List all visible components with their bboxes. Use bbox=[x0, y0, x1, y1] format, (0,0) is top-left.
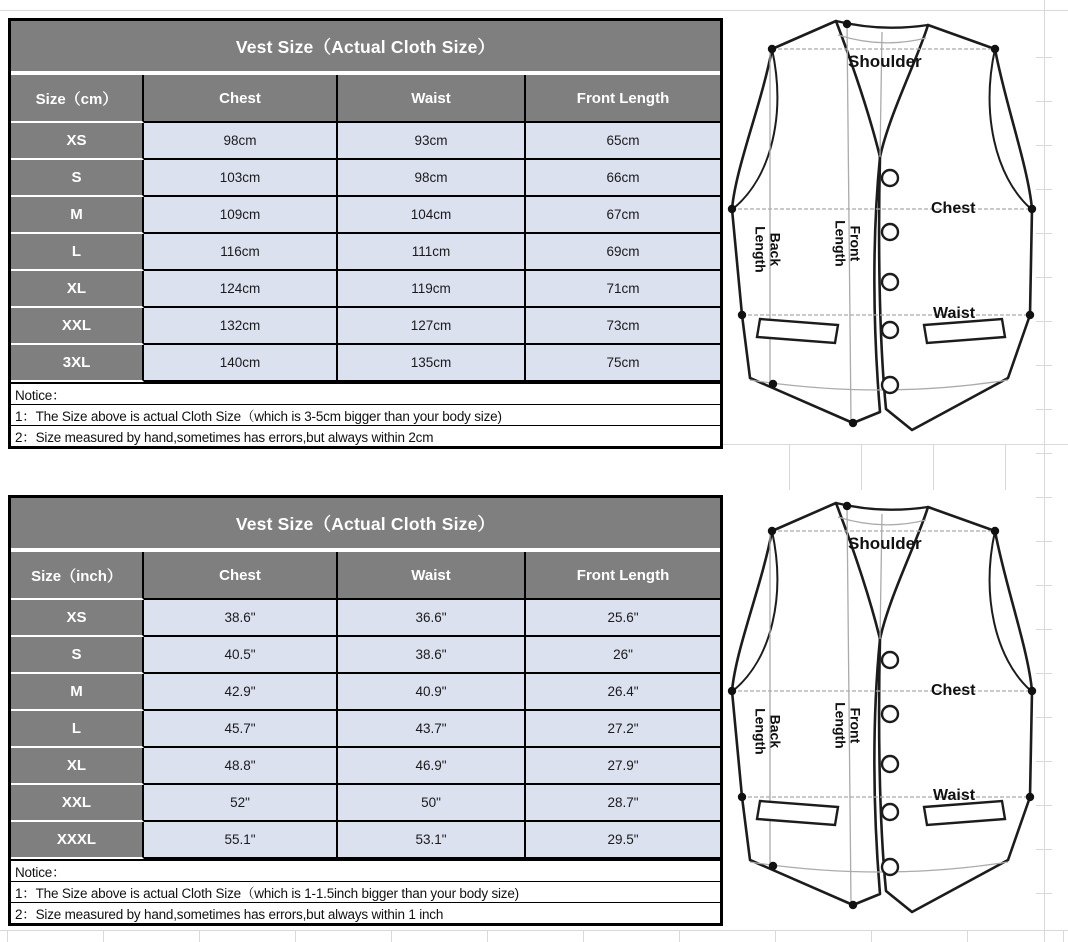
shoulder-label: Shoulder bbox=[848, 52, 922, 71]
waist-value-cell: 40.9" bbox=[338, 674, 526, 711]
size-label-cell: 3XL bbox=[11, 345, 144, 382]
chest-value-cell: 109cm bbox=[144, 197, 338, 234]
column-header-front-length: Front Length bbox=[526, 75, 720, 123]
column-header-waist: Waist bbox=[338, 552, 526, 600]
size-label-cell: XS bbox=[11, 600, 144, 637]
gridline bbox=[199, 930, 200, 942]
size-label-cell: S bbox=[11, 160, 144, 197]
front-length-value-cell: 27.2" bbox=[526, 711, 720, 748]
column-header-chest: Chest bbox=[144, 552, 338, 600]
front-length-value-cell: 71cm bbox=[526, 271, 720, 308]
notice-line-2: 2：Size measured by hand,sometimes has errors,but always within 2cm bbox=[11, 426, 720, 446]
front-length-value-cell: 65cm bbox=[526, 123, 720, 160]
table-title: Vest Size（Actual Cloth Size） bbox=[11, 21, 720, 75]
table-row bbox=[11, 785, 720, 822]
front-length-label: Front Length bbox=[832, 702, 864, 749]
gridline bbox=[103, 930, 104, 942]
gridline bbox=[7, 930, 8, 942]
front-length-value-cell: 28.7" bbox=[526, 785, 720, 822]
waist-value-cell: 104cm bbox=[338, 197, 526, 234]
chest-value-cell: 55.1" bbox=[144, 822, 338, 859]
notice-row bbox=[11, 405, 720, 426]
notice-line-2: 2：Size measured by hand,sometimes has errors,but always within 1 inch bbox=[11, 903, 720, 923]
table-row bbox=[11, 637, 720, 674]
table-row bbox=[11, 123, 720, 160]
size-label-cell: L bbox=[11, 711, 144, 748]
front-length-value-cell: 73cm bbox=[526, 308, 720, 345]
gridline bbox=[861, 445, 862, 490]
table-row bbox=[11, 271, 720, 308]
chest-value-cell: 103cm bbox=[144, 160, 338, 197]
table-row bbox=[11, 345, 720, 382]
front-length-value-cell: 66cm bbox=[526, 160, 720, 197]
size-label-cell: S bbox=[11, 637, 144, 674]
waist-value-cell: 111cm bbox=[338, 234, 526, 271]
front-length-value-cell: 67cm bbox=[526, 197, 720, 234]
chest-value-cell: 140cm bbox=[144, 345, 338, 382]
table-title-row bbox=[11, 21, 720, 75]
size-label-cell: XXXL bbox=[11, 822, 144, 859]
front-length-value-cell: 27.9" bbox=[526, 748, 720, 785]
table-row bbox=[11, 197, 720, 234]
gridline bbox=[391, 930, 392, 942]
notice-row bbox=[11, 426, 720, 446]
gridline bbox=[933, 445, 934, 490]
size-label-cell: XXL bbox=[11, 308, 144, 345]
gridline bbox=[1044, 0, 1045, 942]
waist-value-cell: 93cm bbox=[338, 123, 526, 160]
size-label-cell: M bbox=[11, 197, 144, 234]
waist-value-cell: 43.7" bbox=[338, 711, 526, 748]
table-row bbox=[11, 748, 720, 785]
chest-value-cell: 116cm bbox=[144, 234, 338, 271]
back-length-label: Back Length bbox=[752, 708, 784, 755]
front-length-value-cell: 26.4" bbox=[526, 674, 720, 711]
chest-value-cell: 132cm bbox=[144, 308, 338, 345]
waist-label: Waist bbox=[933, 787, 976, 804]
size-label-cell: XS bbox=[11, 123, 144, 160]
gridline bbox=[0, 930, 1068, 931]
column-header-row bbox=[11, 552, 720, 600]
chest-value-cell: 98cm bbox=[144, 123, 338, 160]
column-header-chest: Chest bbox=[144, 75, 338, 123]
chest-value-cell: 45.7" bbox=[144, 711, 338, 748]
notice-row bbox=[11, 382, 720, 405]
front-length-value-cell: 75cm bbox=[526, 345, 720, 382]
notice-row bbox=[11, 882, 720, 903]
size-label-cell: L bbox=[11, 234, 144, 271]
waist-value-cell: 50" bbox=[338, 785, 526, 822]
size-label-cell: XL bbox=[11, 748, 144, 785]
gridline bbox=[871, 930, 872, 942]
waist-value-cell: 53.1" bbox=[338, 822, 526, 859]
waist-value-cell: 135cm bbox=[338, 345, 526, 382]
notice-row bbox=[11, 859, 720, 882]
notice-row bbox=[11, 903, 720, 923]
table-title-row bbox=[11, 498, 720, 552]
column-header-row bbox=[11, 75, 720, 123]
size-label-cell: M bbox=[11, 674, 144, 711]
waist-label: Waist bbox=[933, 305, 976, 322]
waist-value-cell: 127cm bbox=[338, 308, 526, 345]
chest-label: Chest bbox=[931, 682, 976, 699]
table-row bbox=[11, 711, 720, 748]
table-row bbox=[11, 674, 720, 711]
waist-value-cell: 38.6" bbox=[338, 637, 526, 674]
column-header-front-length: Front Length bbox=[526, 552, 720, 600]
back-length-label: Back Length bbox=[752, 226, 784, 273]
table-title: Vest Size（Actual Cloth Size） bbox=[11, 498, 720, 552]
table-row bbox=[11, 234, 720, 271]
gridline bbox=[583, 930, 584, 942]
front-length-value-cell: 29.5" bbox=[526, 822, 720, 859]
size-label-cell: XXL bbox=[11, 785, 144, 822]
chest-label: Chest bbox=[931, 200, 976, 217]
vest-diagram-cm bbox=[722, 8, 1040, 444]
front-length-label: Front Length bbox=[832, 220, 864, 267]
chest-value-cell: 40.5" bbox=[144, 637, 338, 674]
size-label-cell: XL bbox=[11, 271, 144, 308]
notice-line-1: 1：The Size above is actual Cloth Size（which is 1-1.5inch bigger than your body size) bbox=[11, 882, 720, 903]
vest-diagram-inch bbox=[722, 490, 1040, 926]
gridline bbox=[967, 930, 968, 942]
column-header-waist: Waist bbox=[338, 75, 526, 123]
waist-value-cell: 98cm bbox=[338, 160, 526, 197]
size-table-cm bbox=[8, 18, 723, 449]
chest-value-cell: 42.9" bbox=[144, 674, 338, 711]
gridline bbox=[1036, 453, 1052, 454]
table-row bbox=[11, 160, 720, 197]
notice-line-1: 1：The Size above is actual Cloth Size（which is 3-5cm bigger than your body size) bbox=[11, 405, 720, 426]
gridline bbox=[679, 930, 680, 942]
front-length-value-cell: 69cm bbox=[526, 234, 720, 271]
table-row bbox=[11, 822, 720, 859]
front-length-value-cell: 25.6" bbox=[526, 600, 720, 637]
front-length-value-cell: 26" bbox=[526, 637, 720, 674]
chest-value-cell: 52" bbox=[144, 785, 338, 822]
column-header-size: Size（cm） bbox=[11, 75, 144, 123]
waist-value-cell: 46.9" bbox=[338, 748, 526, 785]
chest-value-cell: 48.8" bbox=[144, 748, 338, 785]
shoulder-label: Shoulder bbox=[848, 534, 922, 553]
gridline bbox=[1005, 445, 1006, 490]
waist-value-cell: 119cm bbox=[338, 271, 526, 308]
notice-title: Notice： bbox=[11, 382, 720, 405]
notice-title: Notice： bbox=[11, 859, 720, 882]
gridline bbox=[295, 930, 296, 942]
chest-value-cell: 38.6" bbox=[144, 600, 338, 637]
gridline bbox=[1063, 930, 1064, 942]
column-header-size: Size（inch） bbox=[11, 552, 144, 600]
size-table-inch bbox=[8, 495, 723, 926]
gridline bbox=[487, 930, 488, 942]
table-row bbox=[11, 308, 720, 345]
gridline bbox=[789, 445, 790, 490]
gridline bbox=[775, 930, 776, 942]
chest-value-cell: 124cm bbox=[144, 271, 338, 308]
waist-value-cell: 36.6" bbox=[338, 600, 526, 637]
table-row bbox=[11, 600, 720, 637]
gridline bbox=[718, 444, 1068, 445]
